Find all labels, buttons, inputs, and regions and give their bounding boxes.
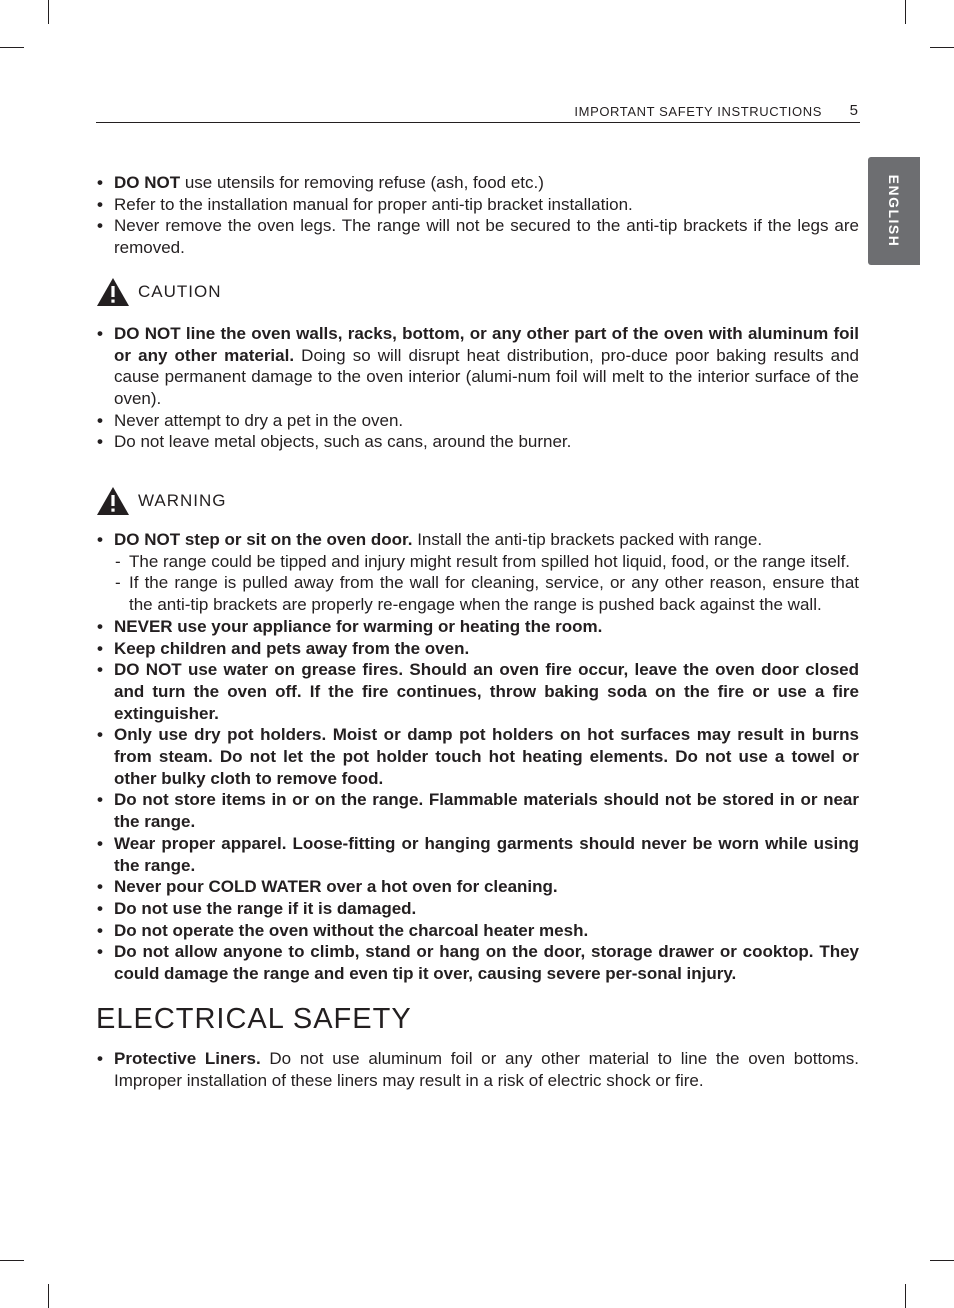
warning-heading [96,485,859,517]
list-item: • Do not use the range if it is damaged. [96,898,859,920]
header-title: IMPORTANT SAFETY INSTRUCTIONS [574,104,822,119]
warning-label: WARNING [138,491,227,511]
crop-mark [930,1260,954,1261]
crop-mark [930,47,954,48]
sub-list-item: - The range could be tipped and injury might result from spilled hot liquid, food, or the range itself. [114,551,859,573]
crop-mark [905,0,906,24]
page-number: 5 [849,102,858,119]
list-item: • NEVER use your appliance for warming or heating the room. [96,616,859,638]
crop-mark [48,1284,49,1308]
list-item: • Never remove the oven legs. The range will not be secured to the anti-tip brackets if the legs are removed. [96,215,859,258]
language-tab [868,157,920,265]
sub-list-item: - If the range is pulled away from the wall for cleaning, service, or any other reason, ensure that the anti-tip brackets are properly re-engage when the range is pushed back against the wall. [114,572,859,615]
warning-list [96,529,859,985]
list-item: • DO NOT step or sit on the oven door. Install the anti-tip brackets packed with range. - The range could be tipped and injury might result from spilled hot liquid, food, or the range itself. - If the range is pulled away from the wall for cleaning, service, or any other reason, ensure that the anti-tip brackets are properly re-engage when the range is pushed back against the wall. [96,529,859,616]
list-item: • Do not operate the oven without the charcoal heater mesh. [96,920,859,942]
crop-mark [0,1260,24,1261]
list-item: • DO NOT line the oven walls, racks, bottom, or any other part of the oven with aluminum foil or any other material. Doing so will disrupt heat distribution, pro-duce poor baking results and cause permanent damage to the oven interior (alumi-num foil will melt to the interior surface of the oven). [96,323,859,410]
list-item: • Only use dry pot holders. Moist or damp pot holders on hot surfaces may result in burns from steam. Do not let the pot holder touch hot heating elements. Do not use a towel or other bulky cloth to remove food. [96,724,859,789]
caution-list [96,323,859,453]
list-item: • Do not allow anyone to climb, stand or hang on the door, storage drawer or cooktop. They could damage the range and even tip it over, causing severe per-sonal injury. [96,941,859,984]
crop-mark [0,47,24,48]
caution-label: CAUTION [138,281,222,301]
list-item: • Do not leave metal objects, such as cans, around the burner. [96,431,859,453]
page-header [96,103,860,123]
list-item: • Protective Liners. Do not use aluminum foil or any other material to line the oven bottoms. Improper installation of these liners may result in a risk of electric shock or fire. [96,1048,859,1091]
page-content [96,172,859,1091]
warning-triangle-icon [96,277,130,307]
list-item: • DO NOT use utensils for removing refuse (ash, food etc.) [96,172,859,194]
list-item: • Wear proper apparel. Loose-fitting or hanging garments should never be worn while using the range. [96,833,859,876]
list-item: • Never pour COLD WATER over a hot oven for cleaning. [96,876,859,898]
list-item: • Do not store items in or on the range. Flammable materials should not be stored in or near the range. [96,789,859,832]
list-item: • Keep children and pets away from the oven. [96,638,859,660]
sub-list [114,551,859,616]
list-item: • DO NOT use water on grease fires. Should an oven fire occur, leave the oven door closed and turn the oven off. If the fire continues, throw baking soda on the fire or use a fire extinguisher. [96,659,859,724]
list-item: • Refer to the installation manual for proper anti-tip bracket installation. [96,194,859,216]
electrical-list [96,1048,859,1091]
crop-mark [48,0,49,24]
intro-list [96,172,859,259]
list-item: • Never attempt to dry a pet in the oven. [96,410,859,432]
language-tab-label: ENGLISH [886,174,902,248]
section-title: ELECTRICAL SAFETY [96,1002,412,1035]
warning-triangle-icon [96,486,130,516]
crop-mark [905,1284,906,1308]
caution-heading [96,276,859,308]
